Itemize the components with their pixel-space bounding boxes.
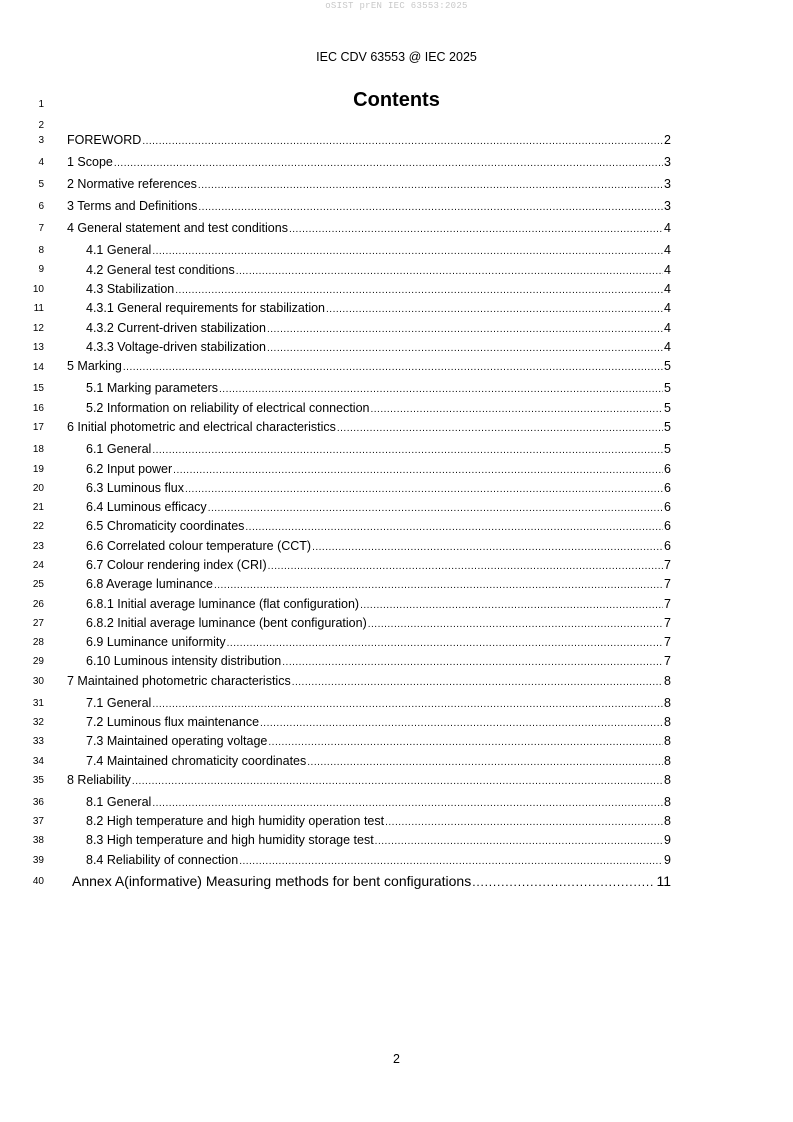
dot-leader <box>142 136 663 147</box>
line-number: 1 <box>38 99 44 110</box>
toc-entry-foreword[interactable] <box>67 133 671 147</box>
toc-entry-page: 3 <box>664 199 671 213</box>
toc-entry-label: 4.1 General <box>86 243 152 257</box>
toc-entry-page: 6 <box>664 481 671 495</box>
toc-entry-page: 7 <box>664 654 671 668</box>
toc-entry-6-6[interactable] <box>86 539 671 553</box>
dot-leader <box>267 343 663 354</box>
dot-leader <box>185 484 663 495</box>
line-number: 2 <box>38 120 44 131</box>
toc-entry-label: 4.3.1 General requirements for stabilization <box>86 301 326 315</box>
toc-entry-label: Annex A(informative) Measuring methods for bent configurations <box>72 873 472 889</box>
toc-entry-page: 4 <box>664 243 671 257</box>
toc-entry-page: 7 <box>664 597 671 611</box>
toc-entry-label: 8.1 General <box>86 795 152 809</box>
toc-entry-label: 6.8 Average luminance <box>86 577 213 591</box>
toc-entry-label: 4.2 General test conditions <box>86 263 235 277</box>
toc-entry-page: 6 <box>664 539 671 553</box>
toc-entry-6-8-1[interactable] <box>86 597 671 611</box>
toc-entry-label: 6.3 Luminous flux <box>86 481 184 495</box>
toc-entry-page: 8 <box>664 696 671 710</box>
toc-entry-page: 4 <box>664 340 671 354</box>
line-number: 39 <box>32 855 44 866</box>
toc-entry-label: 6.2 Input power <box>86 462 173 476</box>
toc-entry-page: 3 <box>664 155 671 169</box>
toc-entry-reliability[interactable] <box>67 773 671 787</box>
line-number: 17 <box>32 422 44 433</box>
toc-entry-page: 8 <box>664 715 671 729</box>
toc-entry-7-1[interactable] <box>86 696 671 710</box>
toc-entry-8-2[interactable] <box>86 814 671 828</box>
toc-entry-label: 6.5 Chromaticity coordinates <box>86 519 245 533</box>
toc-entry-4-2[interactable] <box>86 263 671 277</box>
dot-leader <box>132 776 663 787</box>
toc-entry-normative-references[interactable] <box>67 177 671 191</box>
line-number: 15 <box>32 383 44 394</box>
toc-entry-8-1[interactable] <box>86 795 671 809</box>
line-number: 7 <box>38 223 44 234</box>
toc-entry-label: 7 Maintained photometric characteristics <box>67 674 291 688</box>
dot-leader <box>267 324 663 335</box>
dot-leader <box>268 737 663 748</box>
toc-entry-4-3-2[interactable] <box>86 321 671 335</box>
dot-leader <box>472 875 655 889</box>
toc-entry-6-5[interactable] <box>86 519 671 533</box>
toc-entry-page: 4 <box>664 321 671 335</box>
line-number: 18 <box>32 444 44 455</box>
dot-leader <box>208 503 663 514</box>
toc-entry-page: 4 <box>664 301 671 315</box>
line-number: 22 <box>32 521 44 532</box>
dot-leader <box>173 465 663 476</box>
line-number: 11 <box>33 303 44 314</box>
line-number: 9 <box>38 264 44 275</box>
toc-entry-6-7[interactable] <box>86 558 671 572</box>
toc-entry-4-3-1[interactable] <box>86 301 671 315</box>
toc-entry-page: 9 <box>664 833 671 847</box>
toc-entry-4-3[interactable] <box>86 282 671 296</box>
line-number: 10 <box>32 284 44 295</box>
line-number: 26 <box>32 599 44 610</box>
dot-leader <box>227 638 663 649</box>
toc-entry-6-9[interactable] <box>86 635 671 649</box>
toc-entry-6-8[interactable] <box>86 577 671 591</box>
toc-entry-maintained-photometric[interactable] <box>67 674 671 688</box>
dot-leader <box>268 561 663 572</box>
dot-leader <box>307 757 663 768</box>
toc-entry-6-4[interactable] <box>86 500 671 514</box>
dot-leader <box>152 798 663 809</box>
dot-leader <box>337 423 663 434</box>
toc-entry-label: 6.8.1 Initial average luminance (flat configuration) <box>86 597 360 611</box>
line-number: 27 <box>32 618 44 629</box>
dot-leader <box>289 224 663 235</box>
line-number: 16 <box>32 403 44 414</box>
toc-entry-6-8-2[interactable] <box>86 616 671 630</box>
toc-entry-label: 2 Normative references <box>67 177 197 191</box>
toc-entry-6-3[interactable] <box>86 481 671 495</box>
toc-entry-page: 5 <box>664 401 671 415</box>
toc-entry-label: FOREWORD <box>67 133 142 147</box>
line-number: 38 <box>32 835 44 846</box>
line-number: 23 <box>32 541 44 552</box>
toc-entry-label: 4 General statement and test conditions <box>67 221 288 235</box>
toc-entry-page: 6 <box>664 500 671 514</box>
dot-leader <box>368 619 663 630</box>
toc-entry-page: 4 <box>664 263 671 277</box>
toc-entry-page: 5 <box>664 442 671 456</box>
toc-entry-page: 7 <box>664 558 671 572</box>
dot-leader <box>260 718 663 729</box>
toc-entry-scope[interactable] <box>67 155 671 169</box>
toc-entry-5-1[interactable] <box>86 381 671 395</box>
toc-entry-label: 7.2 Luminous flux maintenance <box>86 715 260 729</box>
toc-entry-page: 3 <box>664 177 671 191</box>
toc-entry-label: 8.4 Reliability of connection <box>86 853 239 867</box>
toc-entry-page: 8 <box>664 754 671 768</box>
line-number: 29 <box>32 656 44 667</box>
toc-entry-label: 8 Reliability <box>67 773 131 787</box>
line-number: 28 <box>32 637 44 648</box>
line-number: 6 <box>38 201 44 212</box>
line-number: 4 <box>38 157 44 168</box>
dot-leader <box>370 404 663 415</box>
dot-leader <box>375 836 663 847</box>
dot-leader <box>312 542 663 553</box>
line-number: 24 <box>32 560 44 571</box>
dot-leader <box>214 580 663 591</box>
toc-entry-terms-and-definitions[interactable] <box>67 199 671 213</box>
line-number: 25 <box>32 579 44 590</box>
dot-leader <box>198 180 663 191</box>
dot-leader <box>236 266 663 277</box>
document-header: IEC CDV 63553 @ IEC 2025 <box>316 50 477 64</box>
toc-entry-label: 8.2 High temperature and high humidity operation test <box>86 814 385 828</box>
toc-entry-marking[interactable] <box>67 359 671 373</box>
line-number: 37 <box>32 816 44 827</box>
toc-entry-5-2[interactable] <box>86 401 671 415</box>
toc-entry-label: 6.6 Correlated colour temperature (CCT) <box>86 539 312 553</box>
toc-entry-label: 5.2 Information on reliability of electrical connection <box>86 401 370 415</box>
toc-entry-label: 3 Terms and Definitions <box>67 199 198 213</box>
dot-leader <box>175 285 663 296</box>
line-number: 36 <box>32 797 44 808</box>
toc-entry-7-2[interactable] <box>86 715 671 729</box>
watermark: oSIST prEN IEC 63553:2025 <box>325 1 468 11</box>
line-number: 35 <box>32 775 44 786</box>
toc-entry-page: 5 <box>664 359 671 373</box>
toc-entry-page: 8 <box>664 773 671 787</box>
line-number: 8 <box>38 245 44 256</box>
toc-entry-8-3[interactable] <box>86 833 671 847</box>
toc-entry-page: 9 <box>664 853 671 867</box>
dot-leader <box>245 522 663 533</box>
line-number: 20 <box>32 483 44 494</box>
toc-entry-general-statement[interactable] <box>67 221 671 235</box>
toc-entry-label: 7.4 Maintained chromaticity coordinates <box>86 754 307 768</box>
line-number: 13 <box>32 342 44 353</box>
toc-entry-page: 5 <box>664 420 671 434</box>
page-number: 2 <box>393 1052 400 1066</box>
dot-leader <box>385 817 663 828</box>
toc-entry-page: 7 <box>664 577 671 591</box>
toc-entry-page: 7 <box>664 635 671 649</box>
toc-entry-page: 6 <box>664 519 671 533</box>
toc-entry-page: 5 <box>664 381 671 395</box>
page-title: Contents <box>353 89 440 111</box>
dot-leader <box>198 202 663 213</box>
toc-entry-6-1[interactable] <box>86 442 671 456</box>
dot-leader <box>152 699 663 710</box>
toc-entry-initial-photometric[interactable] <box>67 420 671 434</box>
toc-entry-label: 6.4 Luminous efficacy <box>86 500 207 514</box>
line-number: 40 <box>32 876 44 887</box>
line-number: 21 <box>32 502 44 513</box>
line-number: 34 <box>32 756 44 767</box>
toc-entry-label: 7.3 Maintained operating voltage <box>86 734 268 748</box>
toc-entry-page: 8 <box>664 734 671 748</box>
toc-entry-7-4[interactable] <box>86 754 671 768</box>
line-number: 3 <box>38 135 44 146</box>
dot-leader <box>123 362 663 373</box>
dot-leader <box>239 856 663 867</box>
line-number: 14 <box>32 362 44 373</box>
toc-entry-6-10[interactable] <box>86 654 671 668</box>
line-number: 12 <box>32 323 44 334</box>
toc-entry-label: 6.7 Colour rendering index (CRI) <box>86 558 267 572</box>
toc-entry-label: 6.1 General <box>86 442 152 456</box>
toc-entry-page: 4 <box>664 282 671 296</box>
toc-entry-4-1[interactable] <box>86 243 671 257</box>
toc-entry-label: 6.10 Luminous intensity distribution <box>86 654 282 668</box>
dot-leader <box>292 677 663 688</box>
toc-entry-label: 4.3 Stabilization <box>86 282 175 296</box>
toc-entry-7-3[interactable] <box>86 734 671 748</box>
dot-leader <box>360 600 663 611</box>
line-number: 30 <box>32 676 44 687</box>
line-number: 32 <box>32 717 44 728</box>
toc-entry-page: 8 <box>664 674 671 688</box>
toc-entry-4-3-3[interactable] <box>86 340 671 354</box>
toc-entry-label: 8.3 High temperature and high humidity storage test <box>86 833 374 847</box>
dot-leader <box>152 445 663 456</box>
toc-entry-page: 8 <box>664 795 671 809</box>
toc-entry-label: 6.9 Luminance uniformity <box>86 635 226 649</box>
toc-entry-label: 5 Marking <box>67 359 122 373</box>
toc-entry-annex-a[interactable] <box>72 873 671 889</box>
dot-leader <box>326 304 663 315</box>
toc-entry-6-2[interactable] <box>86 462 671 476</box>
toc-entry-8-4[interactable] <box>86 853 671 867</box>
toc-entry-page: 2 <box>664 133 671 147</box>
toc-entry-page: 11 <box>656 873 671 889</box>
toc-entry-label: 7.1 General <box>86 696 152 710</box>
toc-entry-page: 8 <box>664 814 671 828</box>
dot-leader <box>219 384 663 395</box>
line-number: 31 <box>32 698 44 709</box>
line-number: 33 <box>32 736 44 747</box>
dot-leader <box>152 246 663 257</box>
toc-entry-page: 7 <box>664 616 671 630</box>
toc-entry-label: 4.3.3 Voltage-driven stabilization <box>86 340 266 354</box>
toc-entry-label: 5.1 Marking parameters <box>86 381 219 395</box>
toc-entry-page: 4 <box>664 221 671 235</box>
toc-entry-label: 6 Initial photometric and electrical characteristics <box>67 420 336 434</box>
line-number: 19 <box>32 464 44 475</box>
dot-leader <box>282 657 663 668</box>
toc-entry-label: 1 Scope <box>67 155 113 169</box>
line-number: 5 <box>38 179 44 190</box>
toc-entry-page: 6 <box>664 462 671 476</box>
dot-leader <box>114 158 663 169</box>
toc-entry-label: 6.8.2 Initial average luminance (bent configuration) <box>86 616 367 630</box>
toc-entry-label: 4.3.2 Current-driven stabilization <box>86 321 266 335</box>
